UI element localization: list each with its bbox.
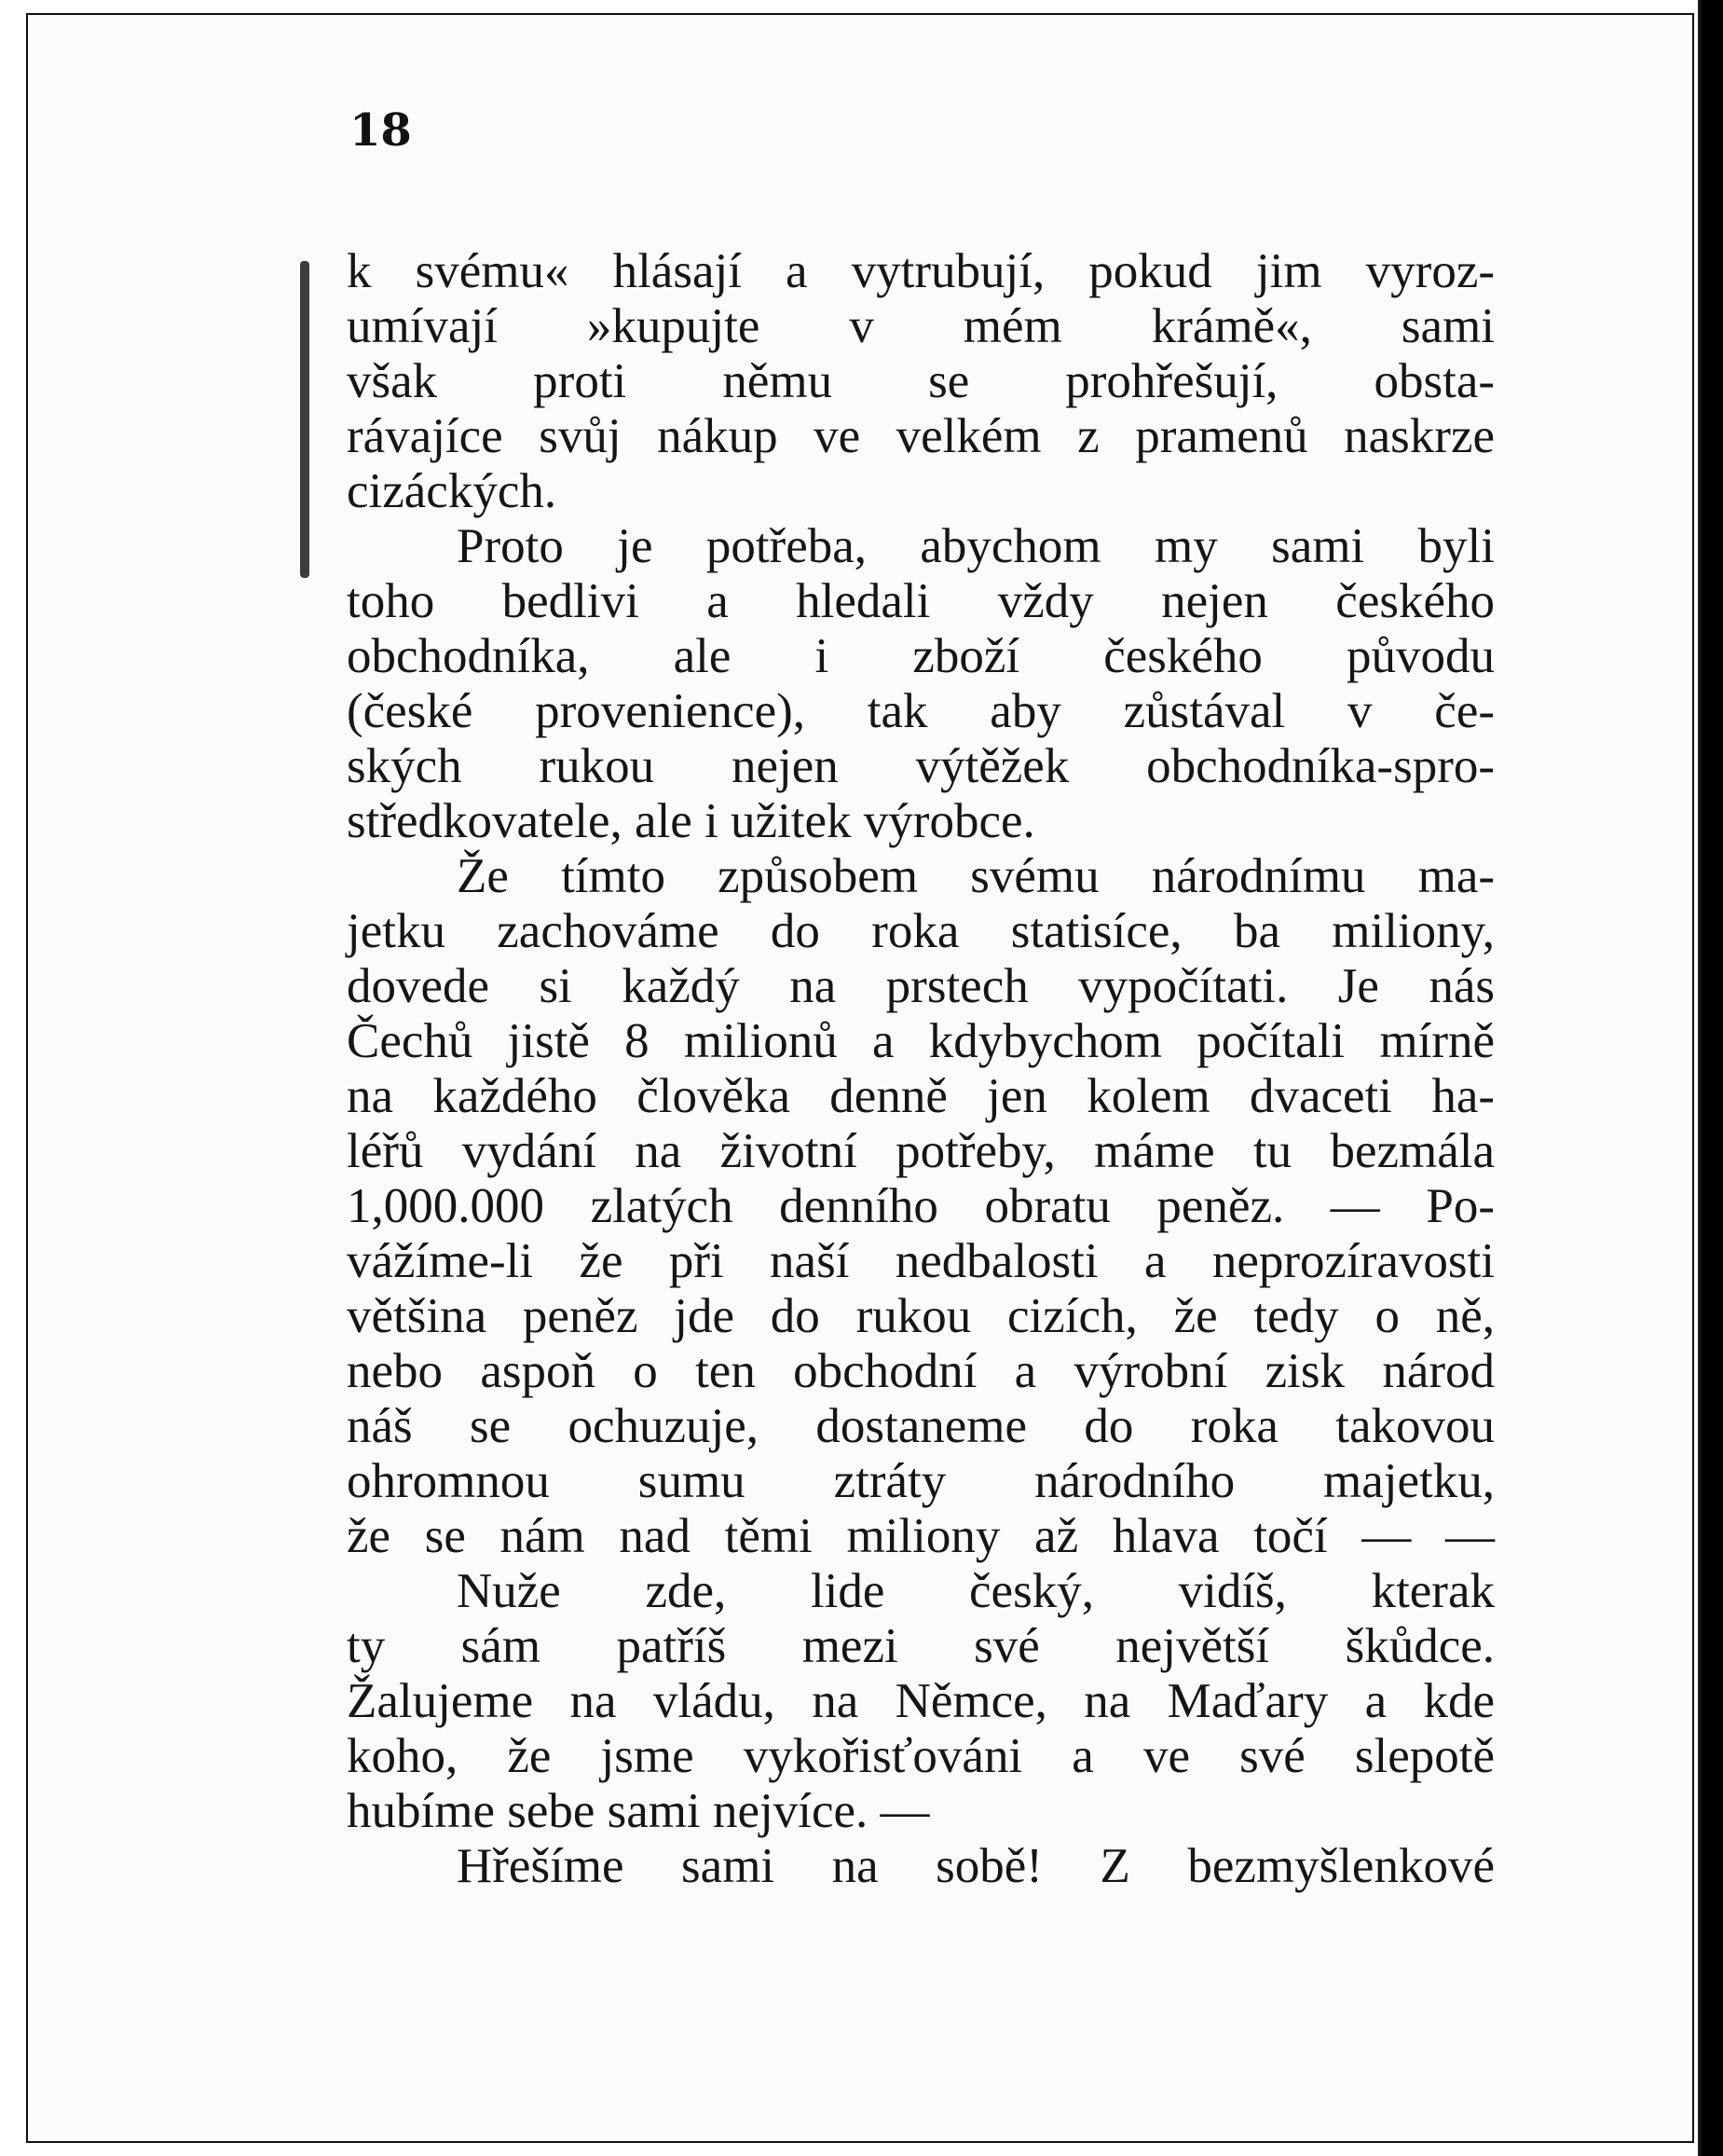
text-line: většina peněz jde do rukou cizích, že tedy o ně, — [347, 1289, 1495, 1343]
text-line: hubíme sebe sami nejvíce. — — [347, 1784, 930, 1838]
text-line: však proti němu se prohřešují, obsta- — [347, 354, 1495, 408]
text-line: ty sám patříš mezi své největší škůdce. — [347, 1619, 1495, 1673]
text-line: ohromnou sumu ztráty národního majetku, — [347, 1454, 1495, 1508]
text-line: dovede si každý na prstech vypočítati. Je nás — [347, 959, 1495, 1013]
text-line: obchodníka, ale i zboží českého původu — [347, 629, 1495, 683]
text-line: Žalujeme na vládu, na Němce, na Maďary a kde — [347, 1674, 1495, 1728]
text-line: Nuže zde, lide český, vidíš, kterak — [457, 1564, 1495, 1618]
text-line: koho, že jsme vykořisťováni a ve své slepotě — [347, 1729, 1495, 1783]
text-line: středkovatele, ale i užitek výrobce. — [347, 794, 1035, 848]
text-line: rávajíce svůj nákup ve velkém z pramenů naskrze — [347, 409, 1495, 463]
text-line: vážíme-li že při naší nedbalosti a neprozíravosti — [347, 1234, 1495, 1288]
text-line: jetku zachováme do roka statisíce, ba miliony, — [347, 904, 1495, 958]
text-line: Hřešíme sami na sobě! Z bezmyšlenkové — [457, 1839, 1495, 1893]
text-line: cizáckých. — [347, 464, 557, 518]
text-line: Proto je potřeba, abychom my sami byli — [457, 519, 1495, 573]
text-line: (české provenience), tak aby zůstával v če- — [347, 684, 1495, 738]
text-line: nebo aspoň o ten obchodní a výrobní zisk národ — [347, 1344, 1495, 1398]
text-line: že se nám nad těmi miliony až hlava točí — — — [347, 1509, 1495, 1563]
text-line: Čechů jistě 8 milionů a kdybychom počítali mírně — [347, 1014, 1495, 1068]
text-line: k svému« hlásají a vytrubují, pokud jim vyroz- — [347, 244, 1495, 298]
text-line: léřů vydání na životní potřeby, máme tu bezmála — [347, 1124, 1495, 1178]
text-line: 1,000.000 zlatých denního obratu peněz. — Po- — [347, 1179, 1495, 1233]
text-line: toho bedlivi a hledali vždy nejen českého — [347, 574, 1495, 628]
text-line: Že tímto způsobem svému národnímu ma- — [457, 849, 1495, 903]
body-text — [347, 244, 1495, 1894]
page-number: 18 — [349, 104, 412, 157]
margin-mark — [300, 261, 309, 578]
text-line: na každého člověka denně jen kolem dvaceti ha- — [347, 1069, 1495, 1123]
binding-shadow — [1698, 0, 1723, 2156]
text-line: umívají »kupujte v mém krámě«, sami — [347, 299, 1495, 353]
text-line: ských rukou nejen výtěžek obchodníka-spro- — [347, 739, 1495, 793]
text-line: náš se ochuzuje, dostaneme do roka takovou — [347, 1399, 1495, 1453]
